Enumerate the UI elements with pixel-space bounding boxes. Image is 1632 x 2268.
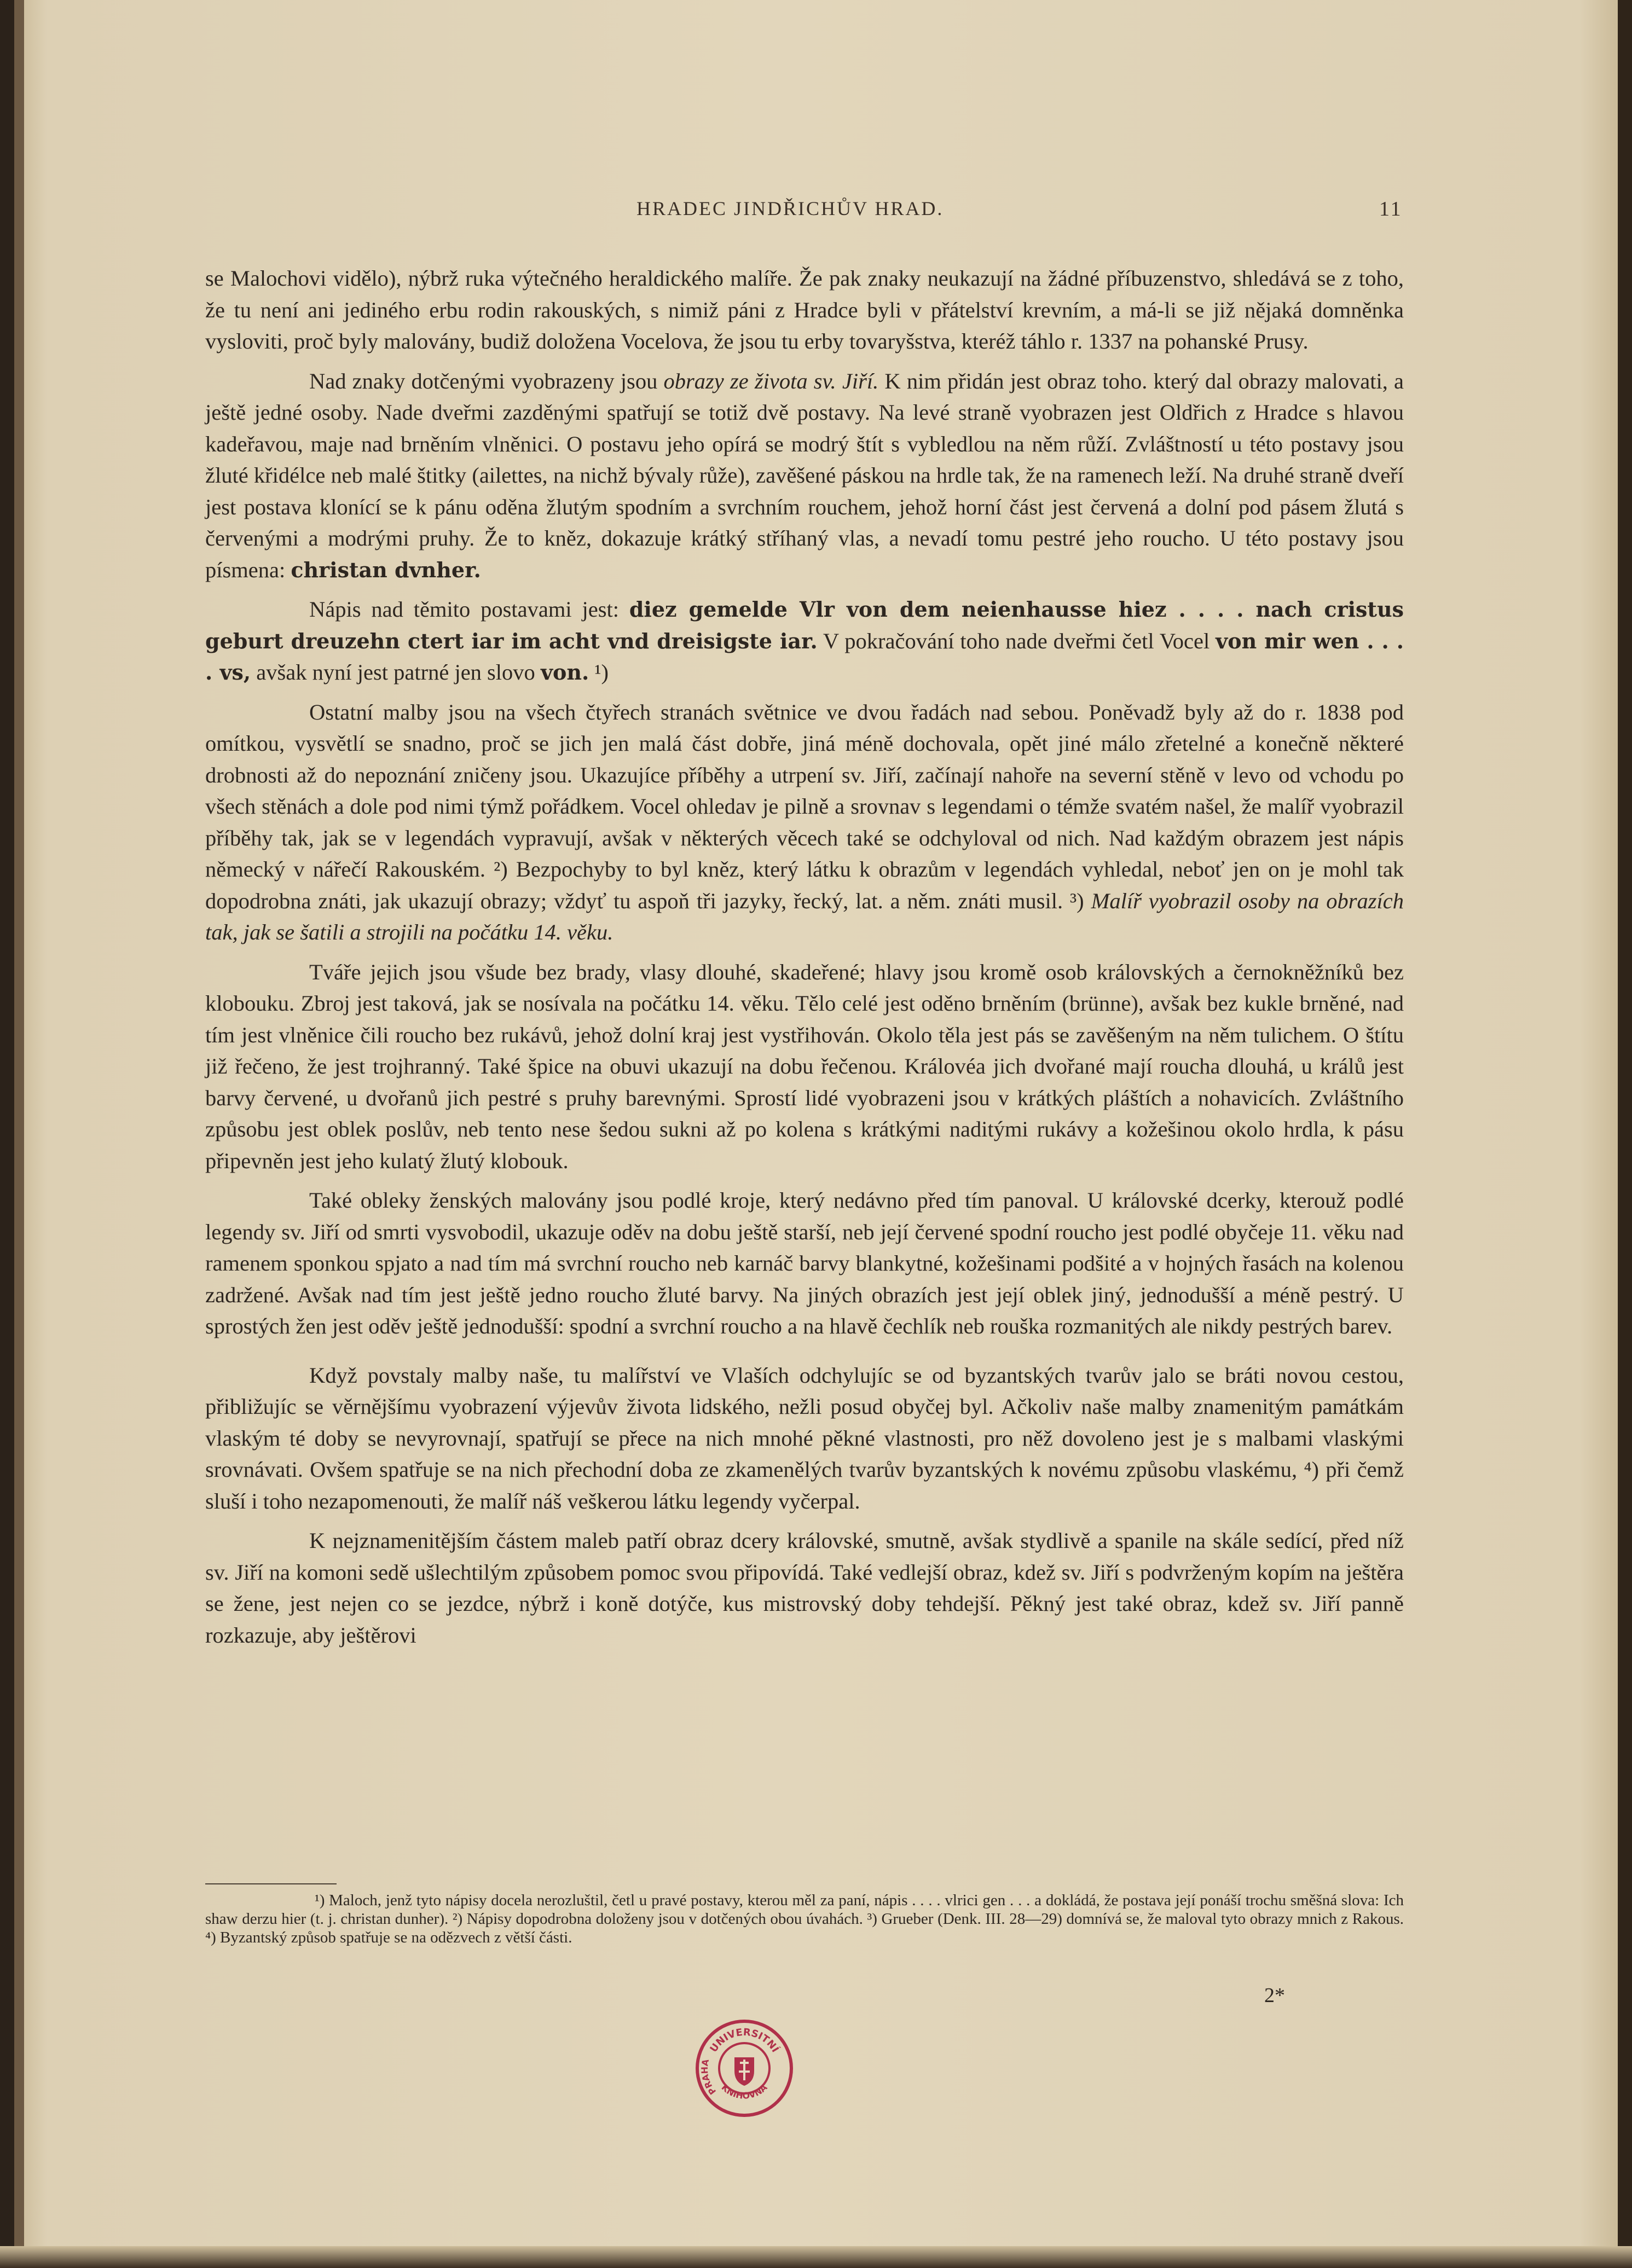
footnote-rule (205, 1883, 337, 1884)
page-number: 11 (1379, 198, 1403, 221)
header-title: HRADEC JINDŘICHŮV HRAD. (636, 198, 944, 219)
library-stamp (695, 2019, 794, 2118)
paragraph-5: Tváře jejich jsou všude bez brady, vlasy dlouhé, skadeřené; hlavy jsou kromě osob královských a černokněžníků bez klobouku. Zbroj jest taková, jak se nosívala na počátku 14. věku. Tělo celé jest oděno brněním (brünne), avšak bez kukle brněné, nad tím jest vlněnice čili roucho bez rukávů, jehož dolní kraj jest vystřihován. Okolo těla jest pás se zavěšeným na něm tulichem. O štítu již řečeno, že jest trojhranný. Také špice na obuvi ukazují na dobu řečenou. Královéa jich dvořané mají roucha dlouhá, u králů jest barvy červené, u dvořanů jich pestré s pruhy barevnými. Sprostí lidé vyobrazeni jsou v krátkých pláštích a nohavicích. Zvláštního způsobu jest oblek poslův, neb tento nese šedou sukni až po kolena s krátkými naditými rukávy a kožešinou okolo hrdla, k pásu připevněn jest jeho kulatý žlutý klobouk. (205, 959, 1404, 1173)
paragraph-8: K nejznamenitějším částem maleb patří obraz dcery královské, smutně, avšak stydlivě a spanile na skále sedící, před níž sv. Jiří na komoni sedě ušlechtilým způsobem pomoc svou připovídá. Také vedlejší obraz, kdež sv. Jiří s podvrženým kopím na ještěra se žene, jest nejen co se jezdce, nýbrž i koně dotýče, kus mistrovský doby tehdejší. Pěkný jest také obraz, kdež sv. Jiří panně rozkazuje, aby ještěrovi (205, 1528, 1404, 1648)
footnotes (205, 1891, 1404, 1947)
paragraph-3: Nápis nad těmito postavami jest: diez gemelde Vlr von dem neienhausse hiez . . . . nach cristus geburt dreuzehn ctert iar im acht vnd dreisigste iar. V pokračování toho nade dveřmi četl Vocel von mir wen . . . . vs, avšak nyní jest patrné jen slovo von. ¹) (205, 597, 1404, 685)
paragraph-4: Ostatní malby jsou na všech čtyřech stranách světnice ve dvou řadách nad sebou. Poněvadž byly až do r. 1838 pod omítkou, vysvětlí se snadno, proč se jich jen malá část dobře, jiná méně dochovala, opět jiné málo zřetelné a konečně některé drobnosti až do nepoznání zničeny jsou. Ukazujíce příběhy a utrpení sv. Jiří, začínají nahoře na severní stěně v levo od vchodu po všech stěnách a dole pod nimi týmž pořádkem. Vocel ohledav je pilně a srovnav s legendami o témže svatém našel, že malíř vyobrazil příběhy tak, jak se v legendách vypravují, avšak v některých věcech také se odchyloval od nich. Nad každým obrazem jest nápis německý v nářečí Rakouském. ²) Bezpochyby to byl kněz, který látku k obrazům v legendách vyhledal, neboť jen on je mohl tak dopodrobna znáti, jak ukazují obrazy; vždyť tu aspoň tři jazyky, řecký, lat. a něm. znáti musil. ³) Malíř vyobrazil osoby na obrazích tak, jak se šatili a strojili na počátku 14. věku. (205, 699, 1404, 944)
stamp-text-left: PRAHA (699, 2058, 719, 2097)
paragraph-2: Nad znaky dotčenými vyobrazeny jsou obrazy ze života sv. Jiří. K nim přidán jest obraz toho. který dal obrazy malovati, a ještě jedné osoby. Nade dveřmi zazděnými spatřují se totiž dvě postavy. Na levé straně vyobrazen jest Oldřich z Hradce s hlavou kadeřavou, maje nad brněním vlněnici. O postavu jeho opírá se modrý štít s vybledlou na něm růží. Zvláštností u této postavy jsou žluté křidélce neb malé štitky (ailettes, na nichž bývaly růže), zavěšené páskou na hrdle tak, že na ramenech leží. Na druhé straně dveří jest postava klonící se k pánu oděna žlutým spodním a svrchním rouchem, jehož horní část jest červená a dolní pod pásem žlutá s červenými a modrými pruhy. Že to kněz, dokazuje krátký stříhaný vlas, a nevadí tomu pestré jeho roucho. U této postavy jsou písmena: christan dvnher. (205, 368, 1404, 582)
running-header (0, 197, 1632, 230)
binding-gutter (14, 0, 24, 2268)
footnote-text: ¹) Maloch, jenž tyto nápisy docela nerozluštil, četl u pravé postavy, kterou měl za paní, nápis . . . . vlrici gen . . . a dokládá, že postava její ponáší trochu směšná slova: Ich shaw derzu hier (t. j. christan dunher). ²) Nápisy dopodrobna doloženy jsou v dotčených obou úvahách. ³) Grueber (Denk. III. 28—29) domnívá se, že maloval tyto obrazy mnich z Rakous. ⁴) Byzantský způsob spatřuje se na odězvech z větší části. (205, 1892, 1404, 1946)
stamp-text-top: UNIVERSITNÍ (708, 2026, 781, 2055)
paragraph-6: Také obleky ženských malovány jsou podlé kroje, který nedávno před tím panoval. U královské dcerky, kterouž podlé legendy sv. Jiří od smrti vysvobodil, ukazuje oděv na dobu ještě starší, neb její červené spodní roucho jest podlé obyčeje 11. věku nad ramenem sponkou spjato a nad tím má svrchní roucho neb karnáč barvy blankytné, kožešinami podšité a v hojných řasách na kolenou zadržené. Avšak nad tím jest ještě jedno roucho žluté barvy. Na jiných obrazích jest její oblek jiný, jednodušší a méně pestrý. U sprostých žen jest oděv ještě jednodušší: spodní a svrchní roucho a na hlavě čechlík neb rouška rozmanitých ale nikdy pestrých barev. (205, 1188, 1404, 1338)
paragraph-7: Když povstaly malby naše, tu malířství ve Vlaších odchylujíc se od byzantských tvarův jalo se bráti novou cestou, přibližujíc se věrnějšímu vyobrazení výjevův života lidského, nežli posud obyčej byl. Ačkoliv naše malby znamenitým památkám vlaským té doby se nevyrovnají, spatřují se přece na nich mnohé pěkné vlastnosti, pro něž dovoleno jest je s malbami vlaskými srovnávati. Ovšem spatřuje se na nich přechodní doba ze zkamenělých tvarův byzantských k novému způsobu vlaskému, ⁴) při čemž sluší i toho nezapomenouti, že malíř náš veškerou látku legendy vyčerpal. (205, 1362, 1404, 1513)
signature-mark: 2* (1264, 1984, 1285, 2007)
stamp-text-bottom: KNIHOVNA (719, 2082, 769, 2101)
stamp-emblem-icon (734, 2057, 754, 2086)
page-edge-right (1618, 0, 1632, 2268)
paragraph-1: se Malochovi vidělo), nýbrž ruka výtečného heraldického malíře. Že pak znaky neukazují na žádné příbuzenstvo, shledává se z toho, že tu není ani jediného erbu rodin rakouských, s nimiž páni z Hradce byli v přátelství krevním, a má-li se již nějaká domněnka vysloviti, proč byly malovány, budiž doložena Vocelova, že jsou tu erby tovaryšstva, kteréž táhlo r. 1337 na pohanské Prusy. (205, 266, 1404, 353)
body-text (205, 263, 1404, 1659)
page-edge-bottom (0, 2246, 1632, 2268)
